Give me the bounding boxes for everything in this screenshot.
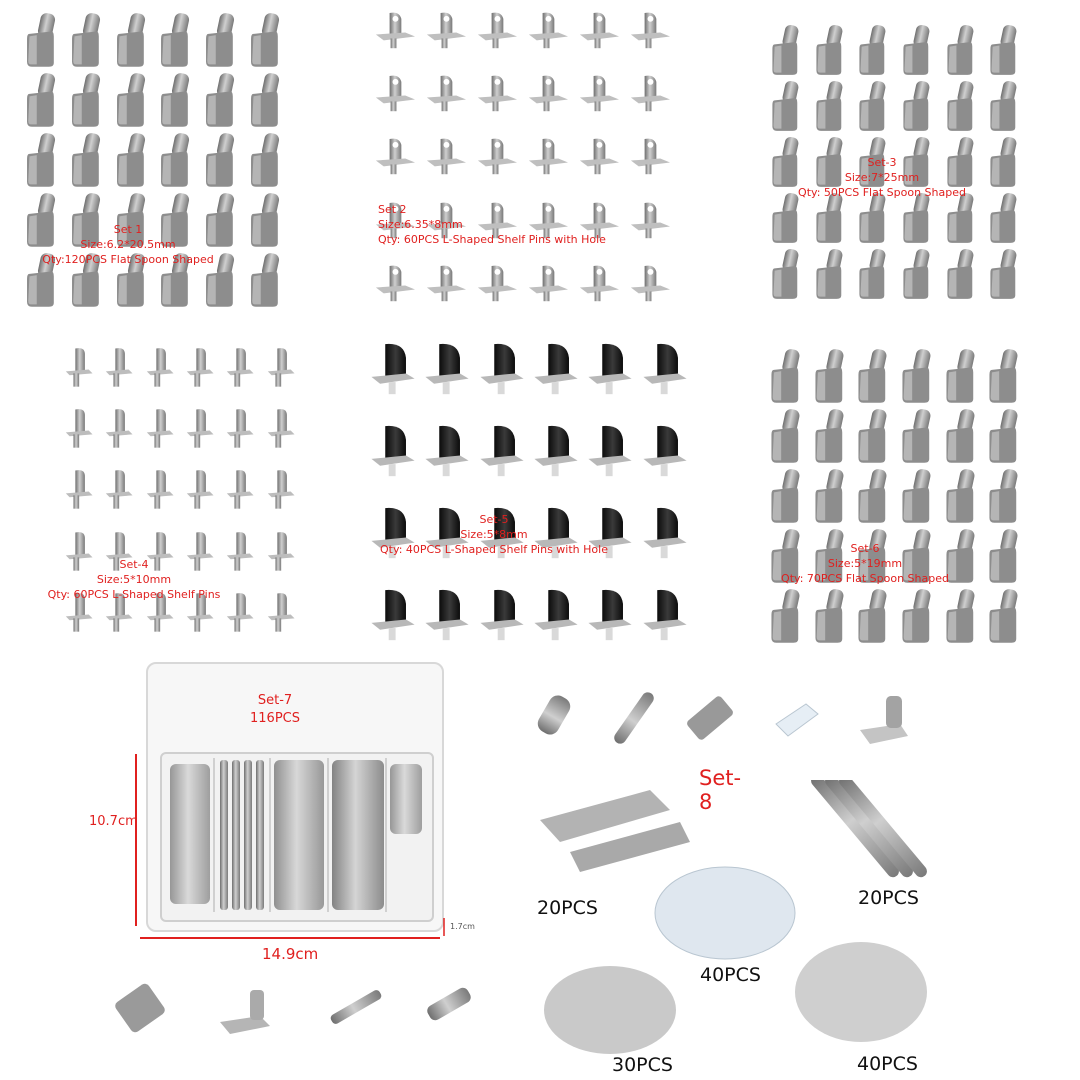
l-pin-hole [474, 2, 519, 59]
set1-title: Set 1 [113, 223, 143, 236]
black-l-pin [477, 414, 525, 490]
set8-qty-label: 30PCS [612, 1054, 673, 1076]
l-pin-diagram-icon [220, 990, 270, 1034]
spoon-pin [765, 588, 805, 644]
spoon-pin [765, 248, 805, 300]
set7-caption [240, 692, 310, 728]
spoon-pin [852, 24, 892, 76]
l-pin-hole [525, 65, 570, 122]
set3-caption [782, 155, 982, 200]
spoon-pin [809, 248, 849, 300]
black-l-pin [368, 414, 416, 490]
spoon-pin [809, 80, 849, 132]
set4-title: Set-4 [119, 558, 149, 571]
clear-pin-pile-icon [650, 858, 800, 968]
l-pin-hole [576, 255, 621, 312]
set2-size: Size:6.35*8mm [378, 218, 463, 231]
spoon-pin [765, 80, 805, 132]
set2-caption [378, 202, 606, 247]
l-pin-hole [474, 255, 519, 312]
spoon-pin [983, 468, 1023, 524]
black-l-pin [531, 578, 579, 654]
l-pin [143, 401, 177, 456]
small-pin-pile-icon [786, 930, 936, 1050]
set6-qty: Qty: 70PCS Flat Spoon Shaped [781, 572, 949, 585]
l-pin [223, 340, 257, 395]
set8-qty-label: 20PCS [858, 887, 919, 909]
l-pin-hole [372, 128, 417, 185]
l-pin-icon [860, 696, 908, 744]
spoon-pin [940, 80, 980, 132]
spoon-pin [809, 588, 849, 644]
black-l-pin [640, 496, 688, 572]
l-pin-hole [372, 2, 417, 59]
set4-caption [22, 557, 246, 602]
sleeve-pin-icon [534, 692, 573, 738]
spoon-pin [983, 24, 1023, 76]
spoon-pin [852, 80, 892, 132]
set3-title: Set-3 [867, 156, 897, 169]
l-pin-hole [525, 2, 570, 59]
spoon-pin [983, 408, 1023, 464]
sleeve-pin-diagram-icon [425, 986, 473, 1023]
rod-pin-icon [612, 690, 656, 746]
spoon-pin [65, 12, 106, 68]
set6-title: Set-6 [850, 542, 880, 555]
black-l-pin [640, 578, 688, 654]
spoon-pin [896, 588, 936, 644]
black-l-pin [640, 332, 688, 408]
l-pin [264, 585, 298, 640]
spoon-pin [852, 408, 892, 464]
spoon-pin [199, 72, 240, 128]
spoon-pin [809, 24, 849, 76]
set3-qty: Qty: 50PCS Flat Spoon Shaped [798, 186, 966, 199]
spoon-pin [896, 248, 936, 300]
spoon-pin [896, 468, 936, 524]
spoon-pin [244, 192, 285, 248]
spoon-pin [20, 132, 61, 188]
box-depth-label: 1.7cm [450, 922, 475, 931]
black-l-pin [422, 332, 470, 408]
set4-qty: Qty: 60PCS L-Shaped Shelf Pins [47, 588, 221, 601]
l-pin-hole [423, 128, 468, 185]
black-l-pin [477, 332, 525, 408]
spoon-pin [983, 588, 1023, 644]
l-pin [143, 462, 177, 517]
black-l-pin [640, 414, 688, 490]
l-pin-hole [474, 65, 519, 122]
spoon-pin [852, 468, 892, 524]
set2-qty: Qty: 60PCS L-Shaped Shelf Pins with Hole [378, 233, 606, 246]
l-pin-hole [627, 2, 672, 59]
set6-pin-grid [765, 348, 1023, 644]
spoon-pin [199, 132, 240, 188]
set6-caption [770, 541, 960, 586]
l-pin-hole [423, 255, 468, 312]
spoon-pin [896, 24, 936, 76]
spoon-pin [110, 72, 151, 128]
l-pin [102, 340, 136, 395]
spoon-pin [940, 408, 980, 464]
spoon-pin [896, 408, 936, 464]
spoon-pin [20, 12, 61, 68]
spoon-pin [154, 12, 195, 68]
spoon-pin [940, 248, 980, 300]
box-height-label: 10.7cm [89, 814, 138, 829]
l-pin [183, 340, 217, 395]
l-pin [102, 401, 136, 456]
black-l-pin [368, 578, 416, 654]
spoon-pin [765, 468, 805, 524]
spoon-pin [983, 80, 1023, 132]
spoon-pin [244, 252, 285, 308]
l-pin [183, 401, 217, 456]
l-pin [183, 462, 217, 517]
spoon-pin [983, 528, 1023, 584]
black-l-pin [531, 332, 579, 408]
black-l-pin [422, 414, 470, 490]
set7-count: 116PCS [250, 711, 300, 726]
set2-pin-grid [372, 2, 672, 312]
spoon-pin [20, 72, 61, 128]
l-pin-hole [525, 255, 570, 312]
black-l-pin [585, 578, 633, 654]
spoon-pin-diagram-icon [113, 982, 166, 1034]
set1-caption [38, 222, 218, 267]
l-pin [62, 401, 96, 456]
set5-qty: Qty: 40PCS L-Shaped Shelf Pins with Hole [380, 543, 608, 556]
l-pin-hole [576, 128, 621, 185]
l-pin [62, 462, 96, 517]
set8-qty-label: 40PCS [857, 1053, 918, 1075]
set5-pin-grid [368, 332, 688, 654]
l-pin-hole [423, 2, 468, 59]
l-pin [62, 340, 96, 395]
set1-qty: Qty:120PCS Flat Spoon Shaped [42, 253, 214, 266]
spoon-pin [110, 12, 151, 68]
spoon-pin [199, 12, 240, 68]
rod-pin-diagram-icon [329, 989, 382, 1026]
spoon-pin [983, 348, 1023, 404]
spoon-pin [154, 72, 195, 128]
spoon-pin [940, 24, 980, 76]
set7-title: Set-7 [257, 693, 293, 708]
set7-detail-row [110, 972, 510, 1052]
black-l-pin [422, 578, 470, 654]
black-l-pin [477, 578, 525, 654]
spoon-pin [852, 248, 892, 300]
black-l-pin [531, 414, 579, 490]
spoon-pin [896, 80, 936, 132]
spoon-pin [940, 348, 980, 404]
spoon-pin [765, 348, 805, 404]
dimension-arrows-icon [120, 750, 460, 950]
spoon-pin [765, 24, 805, 76]
l-pin [264, 340, 298, 395]
l-pin-hole [576, 65, 621, 122]
sleeve-pin-pile-icon [540, 960, 680, 1060]
spoon-pin [896, 348, 936, 404]
spoon-pin [110, 132, 151, 188]
l-pin-hole [627, 65, 672, 122]
spoon-pin [244, 132, 285, 188]
set5-size: Size:5*8mm [460, 528, 528, 541]
l-pin-hole [627, 255, 672, 312]
spoon-pin [852, 348, 892, 404]
l-pin-hole [474, 128, 519, 185]
l-pin-hole [576, 2, 621, 59]
set1-size: Size:6.2*20.5mm [80, 238, 176, 251]
spoon-pin [852, 588, 892, 644]
black-l-pin [368, 332, 416, 408]
set8-qty-label: 20PCS [537, 897, 598, 919]
spoon-pin [940, 588, 980, 644]
spoon-pin [65, 72, 106, 128]
l-pin-hole [423, 65, 468, 122]
spoon-pin [244, 72, 285, 128]
spoon-pin [983, 192, 1023, 244]
set5-title: Set-5 [479, 513, 509, 526]
spoon-pin [940, 468, 980, 524]
set4-size: Size:5*10mm [96, 573, 172, 586]
set2-title: Set 2 [378, 203, 407, 216]
l-pin [223, 401, 257, 456]
l-pin-hole [372, 65, 417, 122]
spoon-pin-icon [685, 695, 734, 742]
spoon-pin [244, 12, 285, 68]
l-pin [143, 340, 177, 395]
set3-size: Size:7*25mm [844, 171, 920, 184]
spoon-pin [983, 136, 1023, 188]
box-width-label: 14.9cm [262, 945, 319, 963]
set6-size: Size:5*19mm [827, 557, 903, 570]
set5-caption [376, 512, 612, 557]
l-pin [264, 462, 298, 517]
l-pin [223, 462, 257, 517]
l-pin [264, 524, 298, 579]
set8-qty-label: 40PCS [700, 964, 761, 986]
spoon-pin [809, 408, 849, 464]
black-l-pin [585, 332, 633, 408]
l-pin [264, 401, 298, 456]
spoon-pin [809, 468, 849, 524]
spoon-pin [65, 132, 106, 188]
l-pin-hole [525, 128, 570, 185]
black-l-pin [585, 414, 633, 490]
l-pin-hole [627, 192, 672, 249]
set8-pin-types-row [520, 684, 940, 764]
clear-pin-icon [776, 704, 818, 736]
l-pin [102, 462, 136, 517]
spoon-pin [154, 132, 195, 188]
spoon-pin [765, 408, 805, 464]
l-pin-hole [372, 255, 417, 312]
l-pin-hole [627, 128, 672, 185]
spoon-pin [983, 248, 1023, 300]
set8-title: Set-8 [699, 766, 742, 814]
spoon-pin [809, 348, 849, 404]
